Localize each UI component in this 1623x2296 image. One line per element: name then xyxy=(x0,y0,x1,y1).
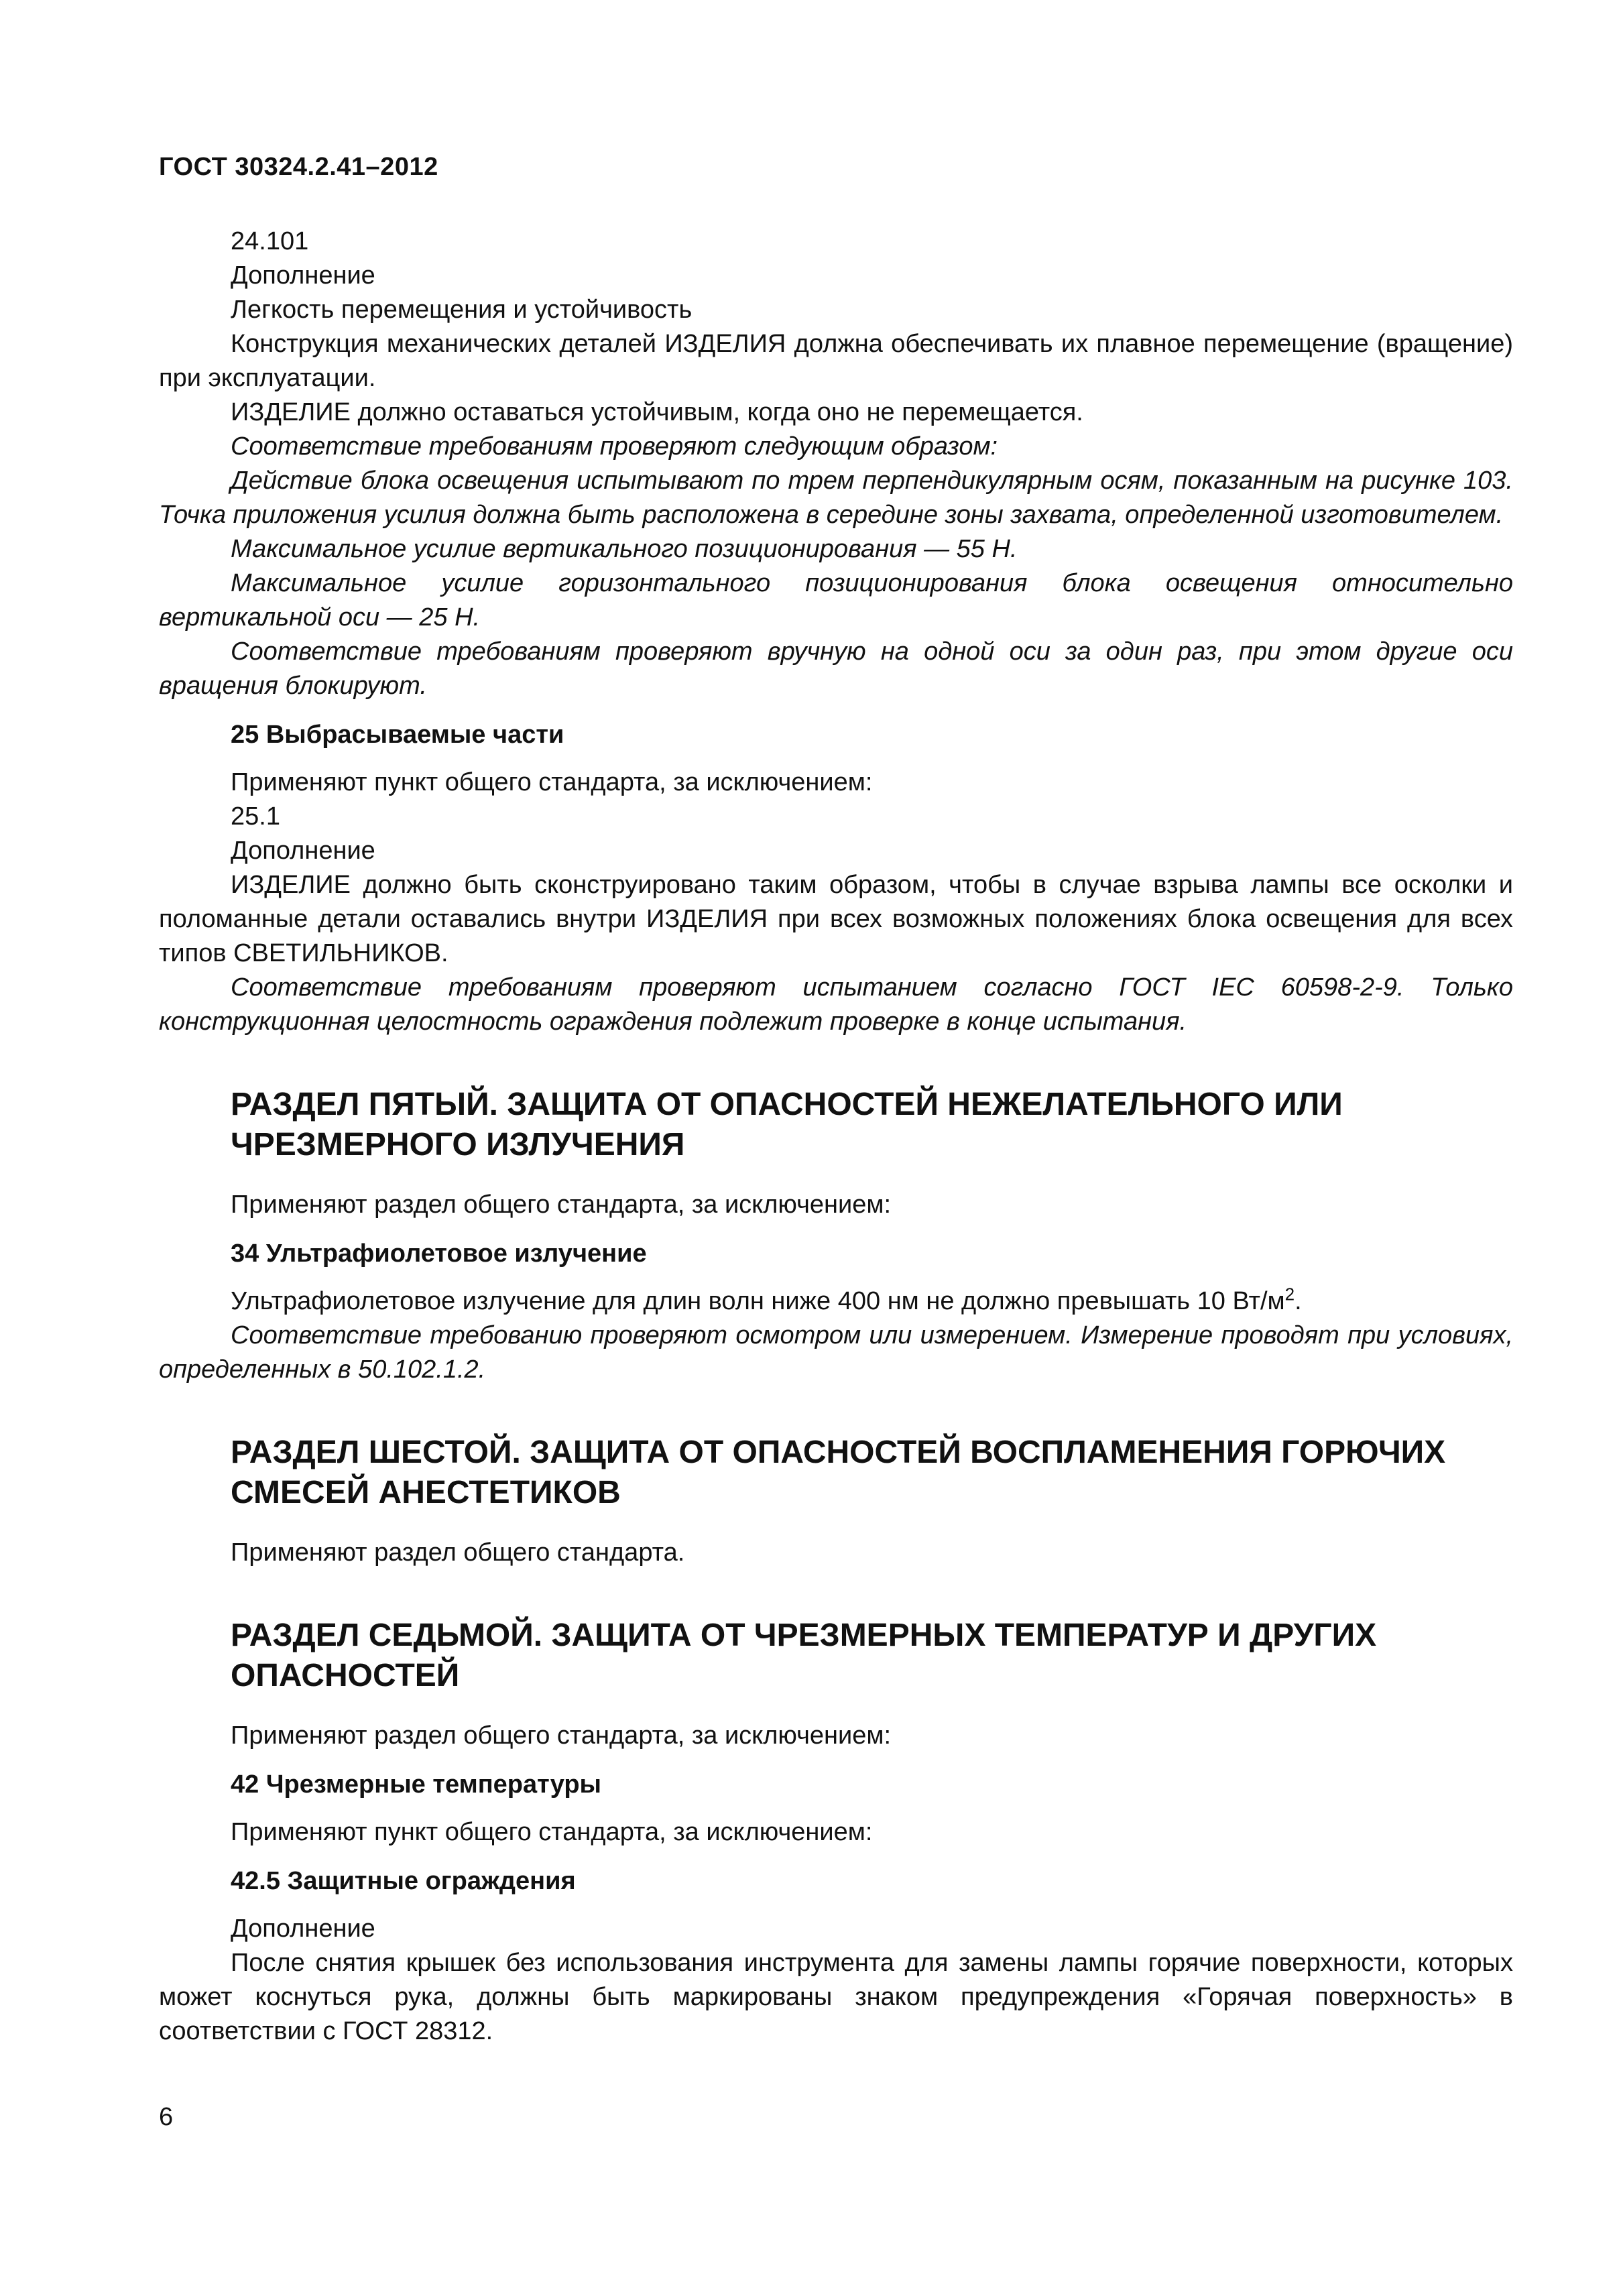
test-paragraph: Максимальное усилие вертикального позиционирования — 55 Н. xyxy=(231,535,1018,563)
test-paragraph: Соответствие требованиям проверяют испытанием согласно ГОСТ IEC 60598-2-9. Только конструкционная целостность ограждения подлежит проверке в конце испытания. xyxy=(159,973,1513,1036)
paragraph: Применяют раздел общего стандарта, за исключением: xyxy=(231,1721,892,1750)
section-heading: РАЗДЕЛ СЕДЬМОЙ. ЗАЩИТА ОТ ЧРЕЗМЕРНЫХ ТЕМПЕРАТУР И ДРУГИХ ОПАСНОСТЕЙ xyxy=(231,1618,1377,1693)
paragraph: Применяют пункт общего стандарта, за исключением: xyxy=(231,1818,873,1846)
clause-type: Дополнение xyxy=(231,1915,375,1943)
clause-heading: 42 Чрезмерные температуры xyxy=(231,1770,602,1799)
paragraph-end: . xyxy=(1295,1287,1302,1315)
paragraph: Применяют раздел общего стандарта, за исключением: xyxy=(231,1191,892,1219)
section-heading: РАЗДЕЛ ПЯТЫЙ. ЗАЩИТА ОТ ОПАСНОСТЕЙ НЕЖЕЛАТЕЛЬНОГО ИЛИ ЧРЕЗМЕРНОГО ИЗЛУЧЕНИЯ xyxy=(231,1087,1343,1162)
paragraph: Применяют пункт общего стандарта, за исключением: xyxy=(231,768,873,796)
paragraph: ИЗДЕЛИЕ должно оставаться устойчивым, когда оно не перемещается. xyxy=(231,398,1083,426)
clause-heading: 42.5 Защитные ограждения xyxy=(231,1867,576,1895)
clause-number: 24.101 xyxy=(231,227,309,255)
paragraph xyxy=(159,1284,1513,1319)
paragraph: Применяют раздел общего стандарта. xyxy=(231,1538,685,1567)
test-paragraph: Действие блока освещения испытывают по трем перпендикулярным осям, показанным на рисунке 103. Точка приложения усилия должна быть расположена в середине зоны захвата, определенной изготовителем. xyxy=(159,467,1513,529)
clause-title: Легкость перемещения и устойчивость xyxy=(231,296,693,324)
paragraph: Конструкция механических деталей ИЗДЕЛИЯ должна обеспечивать их плавное перемещение (вращение) при эксплуатации. xyxy=(159,330,1513,392)
superscript: 2 xyxy=(1284,1284,1295,1305)
clause-number: 25.1 xyxy=(231,802,280,831)
clause-type: Дополнение xyxy=(231,261,375,290)
page-number: 6 xyxy=(159,2103,174,2131)
clause-type: Дополнение xyxy=(231,837,375,865)
paragraph-text: Ультрафиолетовое излучение для длин волн ниже 400 нм не должно превышать 10 Вт/м xyxy=(231,1287,1285,1315)
clause-heading: 25 Выбрасываемые части xyxy=(231,721,564,749)
section-heading: РАЗДЕЛ ШЕСТОЙ. ЗАЩИТА ОТ ОПАСНОСТЕЙ ВОСПЛАМЕНЕНИЯ ГОРЮЧИХ СМЕСЕЙ АНЕСТЕТИКОВ xyxy=(231,1435,1446,1510)
clause-heading: 34 Ультрафиолетовое излучение xyxy=(231,1240,647,1268)
paragraph: После снятия крышек без использования инструмента для замены лампы горячие поверхности, которых может коснуться рука, должны быть маркированы знаком предупреждения «Горячая поверхность» в соответствии с ГОСТ 28312. xyxy=(159,1949,1513,2045)
test-paragraph: Соответствие требованиям проверяют следующим образом: xyxy=(231,432,998,461)
test-paragraph: Соответствие требованиям проверяют вручную на одной оси за один раз, при этом другие оси вращения блокируют. xyxy=(159,638,1513,700)
document-header: ГОСТ 30324.2.41–2012 xyxy=(159,153,438,181)
test-paragraph: Максимальное усилие горизонтального позиционирования блока освещения относительно вертикальной оси — 25 Н. xyxy=(159,569,1513,631)
paragraph: ИЗДЕЛИЕ должно быть сконструировано таким образом, чтобы в случае взрыва лампы все осколки и поломанные детали оставались внутри ИЗДЕЛИЯ при всех возможных положениях блока освещения для всех типов СВЕТИЛЬНИКОВ. xyxy=(159,871,1513,967)
test-paragraph: Соответствие требованию проверяют осмотром или измерением. Измерение проводят при условиях, определенных в 50.102.1.2. xyxy=(159,1321,1513,1384)
document-body xyxy=(159,225,1513,2049)
